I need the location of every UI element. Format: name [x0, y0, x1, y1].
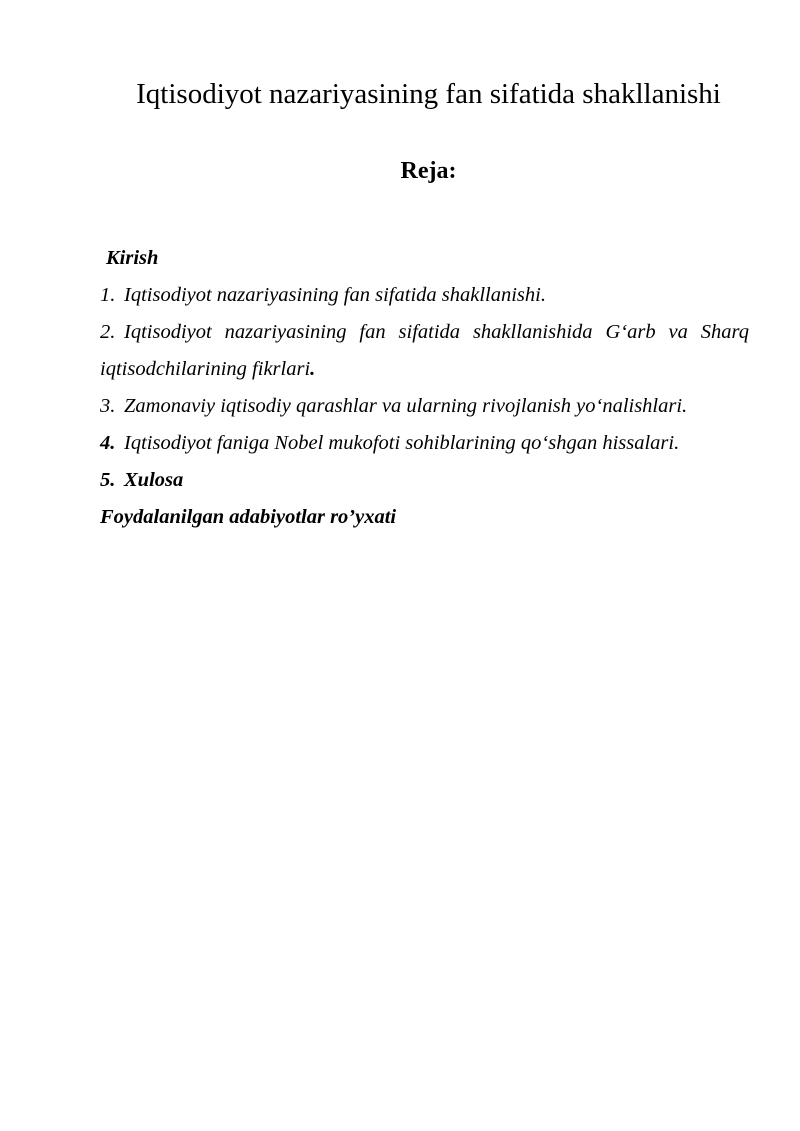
plan-item-1 — [100, 277, 749, 314]
references-item: Foydalanilgan adabiyotlar ro’yxati — [100, 506, 397, 528]
plan-item-number: 2. — [100, 321, 116, 343]
plan-item-text: Xulosa — [124, 469, 184, 491]
plan-list — [100, 240, 749, 536]
plan-item-number: 1. — [100, 284, 116, 306]
plan-heading: Reja: — [400, 158, 457, 184]
plan-item-2-line-2 — [100, 351, 749, 388]
plan-item-text: iqtisodchilarining fikrlari — [100, 358, 311, 380]
plan-item-4 — [100, 425, 749, 462]
plan-item-number: 4. — [100, 432, 116, 454]
intro-item: Kirish — [106, 247, 159, 269]
plan-item-5 — [100, 462, 749, 499]
plan-item-number: 5. — [100, 469, 116, 491]
plan-item-2 — [100, 314, 749, 388]
plan-item-period: . — [310, 358, 316, 380]
plan-item-text: Iqtisodiyot faniga Nobel mukofoti sohiblarining qo‘shgan hissalari. — [124, 432, 680, 454]
document-title: Iqtisodiyot nazariyasining fan sifatida shakllanishi — [136, 78, 721, 110]
plan-item-2-line-1 — [100, 314, 749, 351]
plan-item-text: Iqtisodiyot nazariyasining fan sifatida shakllanishida G‘arb va Sharq — [124, 321, 749, 343]
plan-item-text: Zamonaviy iqtisodiy qarashlar va ularning rivojlanish yo‘nalishlari. — [124, 395, 688, 417]
plan-item-text: Iqtisodiyot nazariyasining fan sifatida shakllanishi. — [124, 284, 546, 306]
plan-item-3 — [100, 388, 749, 425]
plan-item-number: 3. — [100, 395, 116, 417]
